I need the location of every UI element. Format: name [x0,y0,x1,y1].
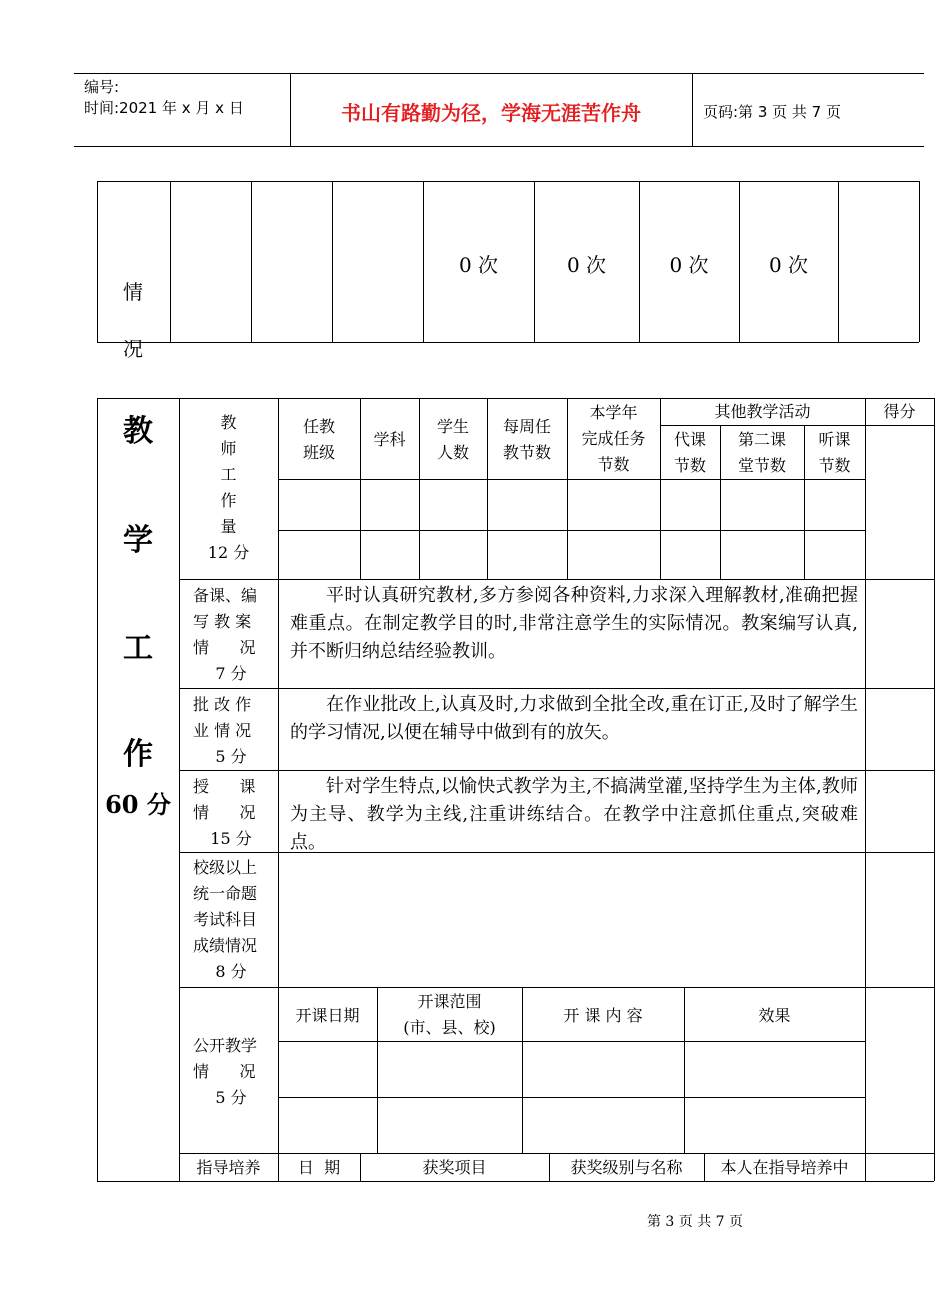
motto-text: 书山有路勤为径，学海无涯苦作舟 [341,101,641,125]
col-header-other-activities: 其他教学活动 [714,402,811,421]
count-cell: 0 次 [566,253,607,277]
header-divider [692,73,693,146]
col-header-students: 学生 人数 [436,417,469,462]
col-header-subject: 学科 [373,430,406,449]
guidance-col-level: 获奖级别与名称 [570,1158,683,1177]
guidance-col-self: 本人在指导培养中 [720,1158,849,1177]
open-col-content: 开 课 内 容 [563,1006,643,1025]
teaching-label: 授 课 情 况 15 分 [193,777,256,848]
guidance-col-date: 日 期 [297,1158,341,1177]
col-header-completed: 本学年 完成任务 节数 [581,403,646,474]
header-bottom-rule [74,146,924,147]
guidance-col-item: 获奖项目 [422,1158,487,1177]
page-indicator: 页码:第 3 页 共 7 页 [703,103,841,121]
col-header-weekly: 每周任 教节数 [502,417,551,462]
workload-label: 教 师 工 作 量 12 分 [207,413,250,562]
col-header-score: 得分 [883,402,916,421]
section-char: 教 [123,414,153,449]
open-class-label: 公开教学 情 况 5 分 [193,1036,258,1107]
exam-label: 校级以上 统一命题 考试科目 成绩情况 8 分 [193,858,258,981]
homework-label: 批 改 作 业 情 况 5 分 [193,695,252,766]
section-char: 作 [123,737,153,772]
count-cell: 0 次 [458,253,499,277]
col-header-substitute: 代课 节数 [673,430,706,475]
section-score: 60 分 [105,790,171,819]
document-time-label: 时间:2021 年 x 月 x 日 [84,99,244,117]
open-col-effect: 效果 [758,1006,791,1025]
row-label: 情 [123,280,143,304]
document-number-label: 编号: [84,78,120,96]
row-label: 况 [123,337,143,361]
open-col-scope: 开课范围 (市、县、校) [403,992,496,1037]
homework-text: 在作业批改上,认真及时,力求做到全批全改,重在订正,及时了解学生的学习情况,以便在辅导中做到有的放矢。 [290,694,858,743]
page-footer: 第 3 页 共 7 页 [646,1214,744,1230]
header-top-rule [74,73,924,74]
guidance-label: 指导培养 [196,1158,261,1177]
col-header-listen: 听课 节数 [818,430,851,475]
section-char: 工 [123,631,153,666]
col-header-class: 任教 班级 [302,417,335,462]
section-char: 学 [123,523,153,558]
teaching-text: 针对学生特点,以愉快式教学为主,不搞满堂灌,坚持学生为主体,教师为主导、教学为主线,注重讲练结合。在教学中注意抓住重点,突破难点。 [290,776,858,853]
count-cell: 0 次 [669,253,709,277]
open-col-date: 开课日期 [295,1006,360,1025]
count-cell: 0 次 [768,253,809,277]
prep-label: 备课、编 写 教 案 情 况 7 分 [193,586,258,683]
col-header-second-class: 第二课 堂节数 [737,430,786,475]
prep-text: 平时认真研究教材,多方参阅各种资料,力求深入理解教材,准确把握难重点。在制定教学目的时,非常注意学生的实际情况。教案编写认真,并不断归纳总结经验教训。 [290,585,858,662]
